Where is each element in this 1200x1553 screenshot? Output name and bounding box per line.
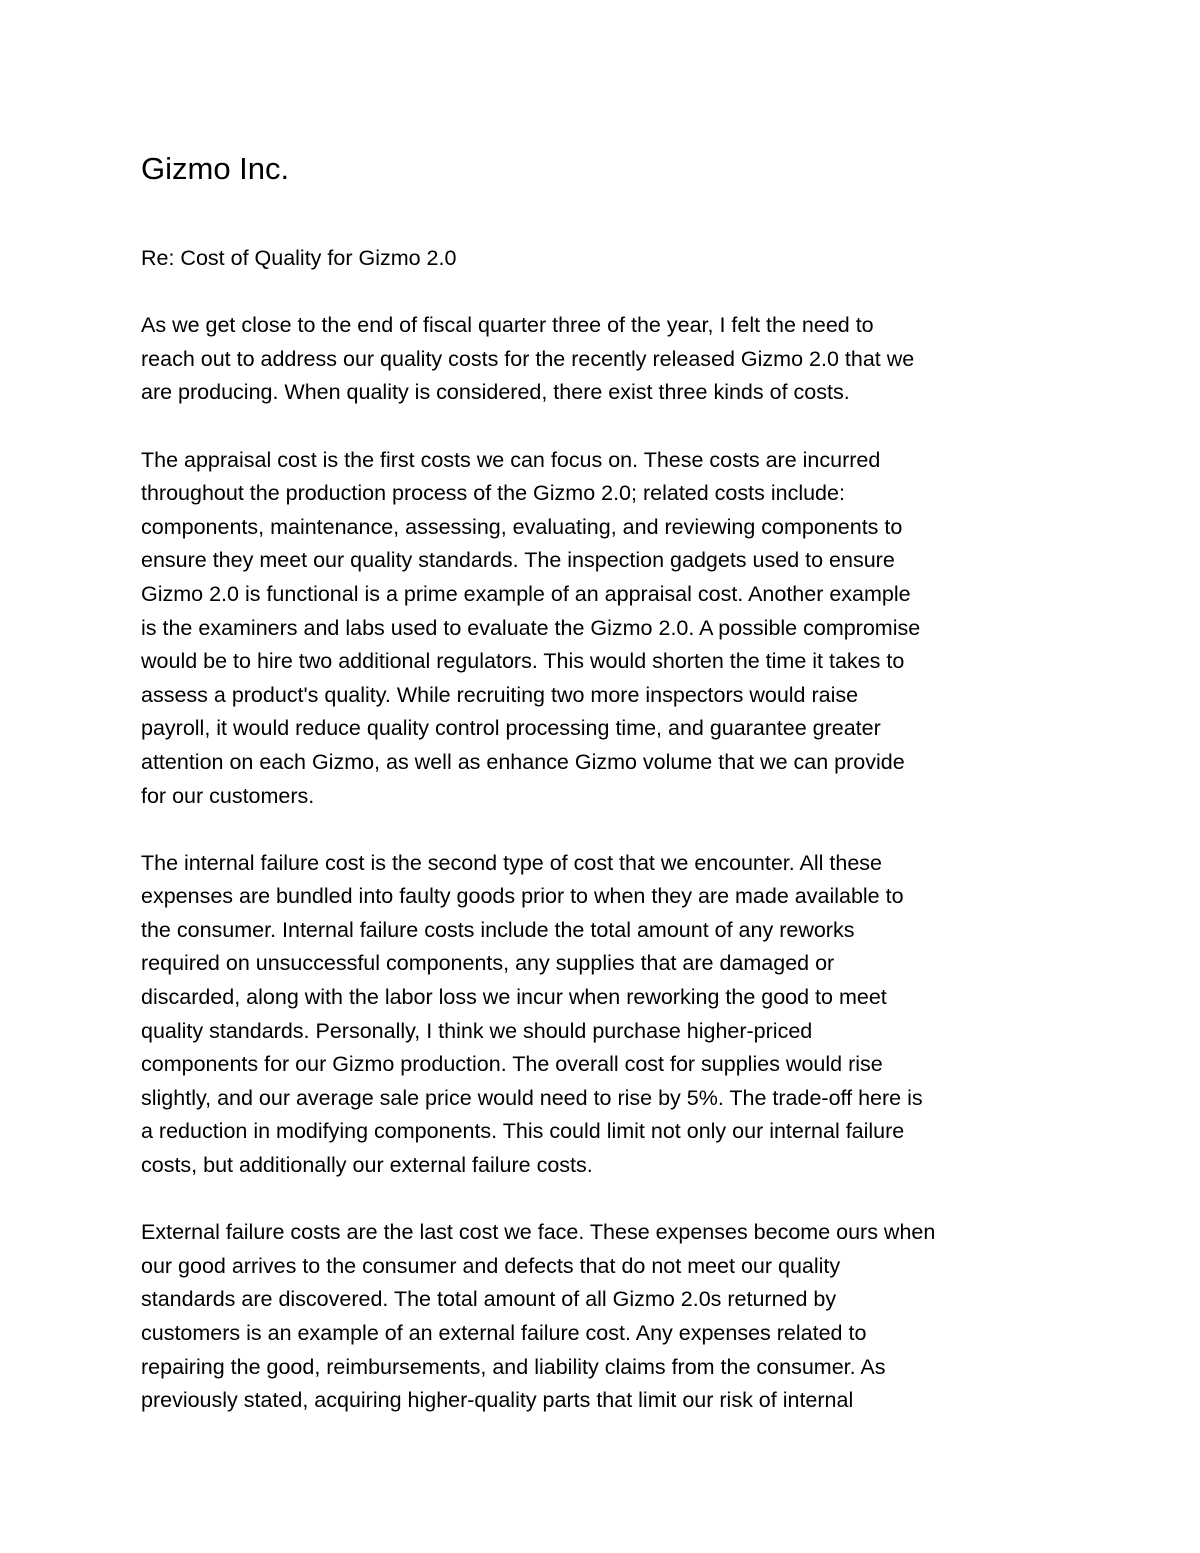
text-line: discarded, along with the labor loss we incur when reworking the good to meet [141, 985, 887, 1010]
text-line: As we get close to the end of fiscal quarter three of the year, I felt the need to [141, 313, 874, 338]
text-line: costs, but additionally our external failure costs. [141, 1153, 593, 1178]
text-line: attention on each Gizmo, as well as enhance Gizmo volume that we can provide [141, 749, 905, 774]
paragraph-intro [141, 309, 1081, 410]
document-title: Gizmo Inc. [141, 151, 290, 186]
text-line: The internal failure cost is the second type of cost that we encounter. All these [141, 850, 882, 875]
text-line: components, maintenance, assessing, evaluating, and reviewing components to [141, 514, 903, 539]
text-line: our good arrives to the consumer and defects that do not meet our quality [141, 1253, 841, 1278]
text-line: would be to hire two additional regulators. This would shorten the time it takes to [141, 649, 905, 674]
text-line: throughout the production process of the Gizmo 2.0; related costs include: [141, 481, 845, 506]
text-line: quality standards. Personally, I think we should purchase higher-priced [141, 1018, 813, 1043]
text-line: previously stated, acquiring higher-quality parts that limit our risk of internal [141, 1388, 854, 1413]
text-line: The appraisal cost is the first costs we can focus on. These costs are incurred [141, 447, 881, 472]
text-line: assess a product's quality. While recruiting two more inspectors would raise [141, 682, 859, 707]
text-line: customers is an example of an external failure cost. Any expenses related to [141, 1321, 867, 1345]
text-line: slightly, and our average sale price would need to rise by 5%. The trade-off here is [141, 1085, 923, 1110]
text-line: repairing the good, reimbursements, and liability claims from the consumer. As [141, 1354, 886, 1379]
text-line: required on unsuccessful components, any supplies that are damaged or [141, 951, 835, 976]
paragraph-internal-failure-cost [141, 847, 1081, 1183]
text-line: is the examiners and labs used to evaluate the Gizmo 2.0. A possible compromise [141, 615, 921, 640]
text-line: External failure costs are the last cost we face. These expenses become ours when [141, 1220, 936, 1245]
paragraph-external-failure-cost [141, 1216, 1081, 1418]
text-line: expenses are bundled into faulty goods prior to when they are made available to [141, 884, 904, 909]
text-line: are producing. When quality is considered, there exist three kinds of costs. [141, 380, 850, 405]
text-line: Gizmo 2.0 is functional is a prime example of an appraisal cost. Another example [141, 581, 911, 606]
text-line: payroll, it would reduce quality control processing time, and guarantee greater [141, 716, 881, 741]
text-line: a reduction in modifying components. This could limit not only our internal failure [141, 1119, 905, 1144]
subject-line: Re: Cost of Quality for Gizmo 2.0 [141, 246, 457, 270]
text-line: standards are discovered. The total amount of all Gizmo 2.0s returned by [141, 1287, 837, 1312]
text-line: for our customers. [141, 783, 315, 808]
text-line: components for our Gizmo production. The overall cost for supplies would rise [141, 1052, 883, 1077]
text-line: ensure they meet our quality standards. The inspection gadgets used to ensure [141, 548, 895, 573]
document-page [141, 150, 1081, 1451]
paragraph-appraisal-cost [141, 444, 1081, 814]
text-line: reach out to address our quality costs for the recently released Gizmo 2.0 that we [141, 346, 915, 371]
text-line: the consumer. Internal failure costs include the total amount of any reworks [141, 917, 855, 942]
